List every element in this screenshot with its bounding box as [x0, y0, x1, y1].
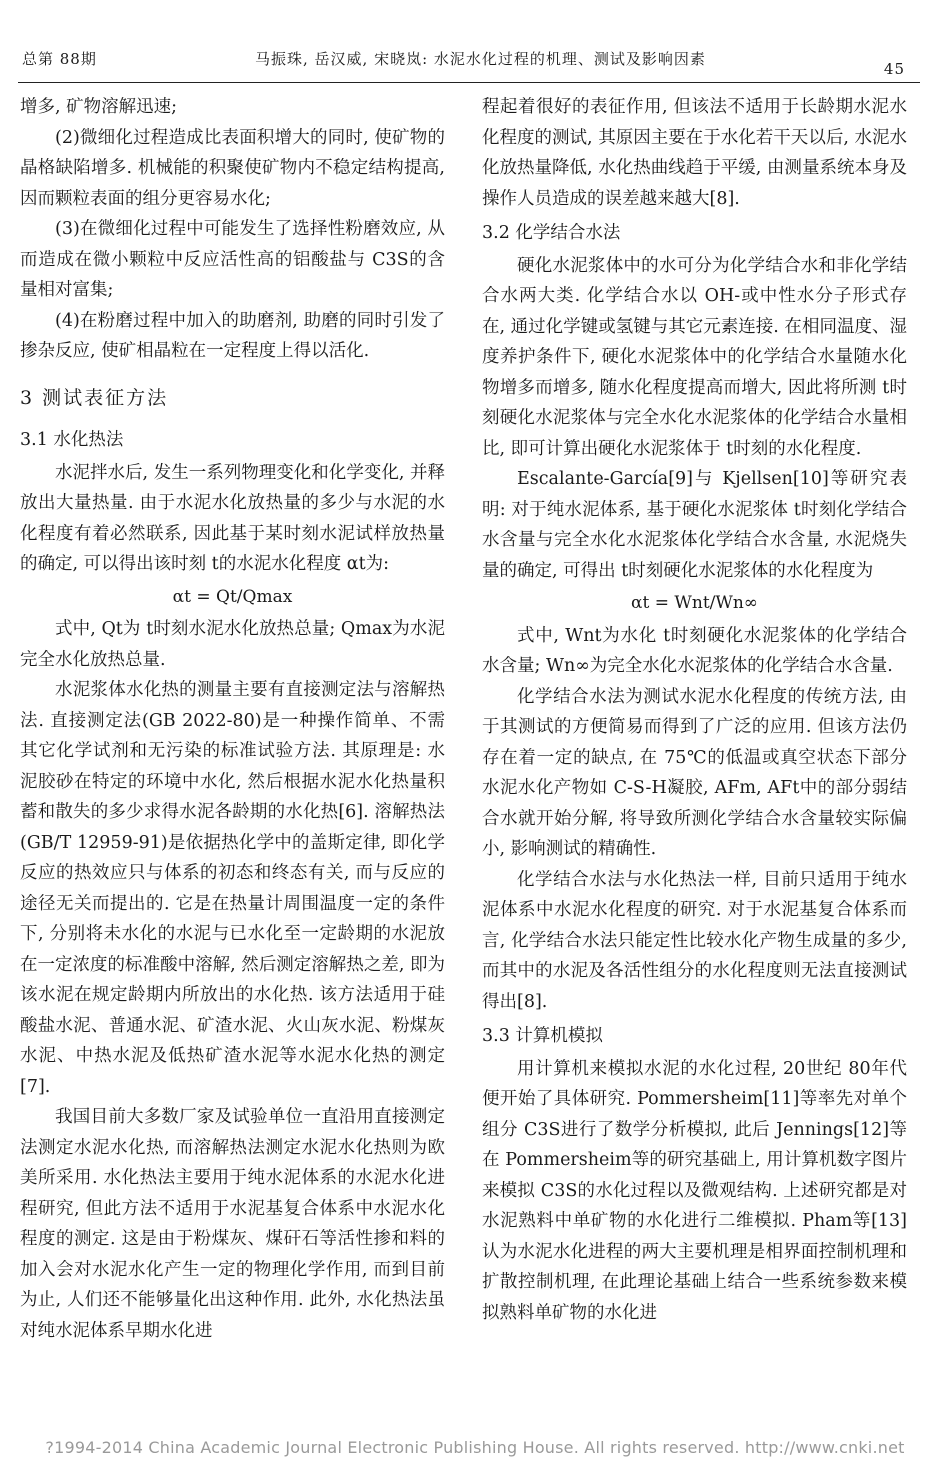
paragraph: 水泥浆体水化热的测量主要有直接测定法与溶解热法. 直接测定法(GB 2022-80)是一种操作简单、不需其它化学试剂和无污染的标准试验方法. 其原理是: 水泥胶砂在特定的环境中水化, 然后根据水泥水化热量积蓄和散失的多少求得水泥各龄期的水化热[6]. 溶解热法(GB/T 12959-91)是依据热化学中的盖斯定律, 即化学反应的热效应只与体系的初态和终态有关, 而与反应的途径无关而提出的. 它是在热量计周围温度一定的条件下, 分别将未水化的水泥与已水化至一定龄期的水泥放在一定浓度的标准酸中溶解, 然后测定溶解热之差, 即为该水泥在规定龄期内所放出的水化热. 该方法适用于硅酸盐水泥、普通水泥、矿渣水泥、火山灰水泥、粉煤灰水泥、中热水泥及低热矿渣水泥等水泥水化热的测定[7].	[20, 680, 445, 1097]
paragraph: 化学结合水法为测试水泥水化程度的传统方法, 由于其测试的方便简易而得到了广泛的应用. 但该方法仍存在着一定的缺点, 在 75℃的低温或真空状态下部分水泥水化产物如 C-S-H凝胶, AFm, AFt中的部分弱结合水就开始分解, 将导致所测化学结合水含量较实际偏小, 影响测试的精确性.	[482, 686, 907, 859]
paragraph: 我国目前大多数厂家及试验单位一直沿用直接测定法测定水泥水化热, 而溶解热法测定水泥水化热则为欧美所采用. 水化热法主要用于纯水泥体系的水泥水化进程研究, 但此方法不适用于水泥基复合体系中水泥水化程度的测定. 这是由于粉煤灰、煤矸石等活性掺和料的加入会对水泥水化产生一定的物理化学作用, 而到目前为止, 人们还不能够量化出这种作用. 此外, 水化热法虽对纯水泥体系早期水化进	[20, 1107, 445, 1341]
header-page-number: 45	[883, 60, 905, 78]
paragraph: (4)在粉磨过程中加入的助磨剂, 助磨的同时引发了掺杂反应, 使矿相晶粒在一定程度上得以活化.	[20, 310, 445, 361]
equation: αt = Wnt/Wn∞	[631, 593, 758, 613]
subsection-heading: 3.1 水化热法	[20, 430, 124, 450]
header-issue: 总第 88期	[22, 50, 97, 68]
paragraph: 式中, Wnt为水化 t时刻硬化水泥浆体的化学结合水含量; Wn∞为完全水化水泥浆体的化学结合水含量.	[482, 625, 907, 676]
paragraph: (2)微细化过程造成比表面积增大的同时, 使矿物的晶格缺陷增多. 机械能的积聚使矿物内不稳定结构提高, 因而颗粒表面的组分更容易水化;	[20, 127, 445, 209]
left-column	[20, 92, 445, 1346]
paragraph: 用计算机来模拟水泥的水化过程, 20世纪 80年代便开始了具体研究. Pommersheim[11]等率先对单个组分 C3S进行了数学分析模拟, 此后 Jennings[12]等在 Pommersheim等的研究基础上, 用计算机数字图片来模拟 C3S的水化过程以及微观结构. 上述研究都是对水泥熟料中单矿物的水化进行二维模拟. Pham等[13]认为水泥水化进程的两大主要机理是相界面控制机理和扩散控制机理, 在此理论基础上结合一些系统参数来模拟熟料单矿物的水化进	[482, 1058, 907, 1323]
subsection-heading: 3.3 计算机模拟	[482, 1026, 603, 1046]
header-running-title: 马振珠, 岳汉威, 宋晓岚: 水泥水化过程的机理、测试及影响因素	[255, 50, 706, 68]
paragraph: 增多, 矿物溶解迅速;	[20, 97, 178, 117]
paragraph: 式中, Qt为 t时刻水泥水化放热总量; Qmax为水泥完全水化放热总量.	[20, 619, 445, 670]
equation: αt = Qt/Qmax	[172, 586, 293, 607]
header-rule	[18, 82, 920, 83]
copyright-footer: ?1994-2014 China Academic Journal Electronic Publishing House. All rights reserved. http://www.cnki.net	[45, 1438, 905, 1457]
paragraph: 硬化水泥浆体中的水可分为化学结合水和非化学结合水两大类. 化学结合水以 OH-或中性水分子形式存在, 通过化学键或氢键与其它元素连接. 在相同温度、湿度养护条件下, 硬化水泥浆体中的化学结合水量随水化物增多而增多, 随水化程度提高而增大, 因此将所测 t时刻硬化水泥浆体与完全水化水泥浆体的化学结合水量相比, 即可计算出硬化水泥浆体于 t时刻的水化程度.	[482, 255, 907, 459]
paragraph: Escalante-García[9]与 Kjellsen[10]等研究表明: 对于纯水泥体系, 基于硬化水泥浆体 t时刻化学结合水含量与完全水化水泥浆体化学结合水含量, 水泥烧失量的确定, 可得出 t时刻硬化水泥浆体的水化程度为	[482, 469, 907, 581]
paragraph: (3)在微细化过程中可能发生了选择性粉磨效应, 从而造成在微小颗粒中反应活性高的铝酸盐与 C3S的含量相对富集;	[20, 219, 445, 300]
paragraph: 程起着很好的表征作用, 但该法不适用于长龄期水泥水化程度的测试, 其原因主要在于水化若干天以后, 水泥水化放热量降低, 水化热曲线趋于平缓, 由测量系统本身及操作人员造成的误差越来越大[8].	[482, 97, 907, 209]
right-column	[482, 92, 907, 1328]
paragraph: 水泥拌水后, 发生一系列物理变化和化学变化, 并释放出大量热量. 由于水泥水化放热量的多少与水泥的水化程度有着必然联系, 因此基于某时刻水泥试样放热量的确定, 可以得出该时刻 t的水泥水化程度 αt为:	[20, 462, 445, 574]
subsection-heading: 3.2 化学结合水法	[482, 223, 621, 243]
section-heading: 3 测试表征方法	[20, 386, 169, 409]
paragraph: 化学结合水法与水化热法一样, 目前只适用于纯水泥体系中水泥水化程度的研究. 对于水泥基复合体系而言, 化学结合水法只能定性比较水化产物生成量的多少, 而其中的水泥及各活性组分的水化程度则无法直接测试得出[8].	[482, 869, 907, 1012]
